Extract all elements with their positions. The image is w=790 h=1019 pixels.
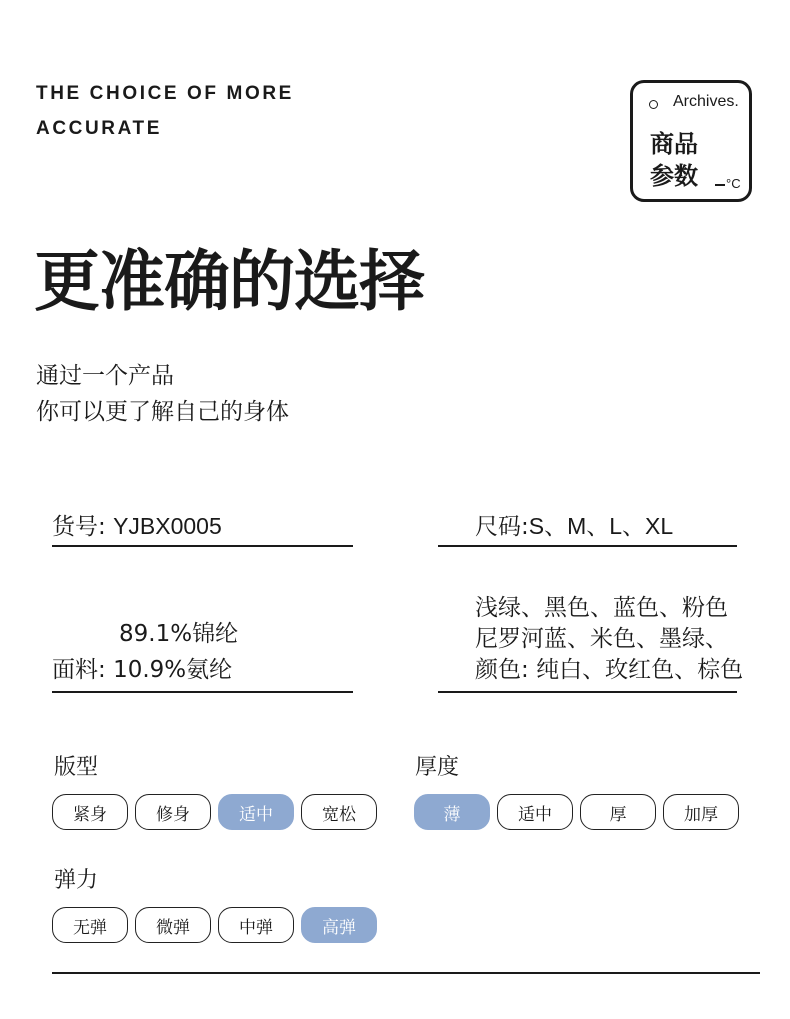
fabric-label: 面料: — [52, 657, 106, 683]
degree-celsius-mark — [715, 176, 741, 191]
thickness-label: 厚度 — [415, 755, 460, 780]
thickness-options — [414, 794, 739, 830]
thickness-option-extra-thick[interactable]: 加厚 — [663, 794, 739, 830]
elasticity-options — [52, 907, 377, 943]
badge-archives-text: Archives. — [673, 93, 739, 110]
english-heading — [36, 76, 294, 146]
fabric-line-2: 10.9%氨纶 — [113, 657, 233, 683]
dash-icon — [715, 184, 725, 186]
size-label: 尺码: — [475, 514, 529, 540]
fabric-line-1: 89.1%锦纶 — [119, 621, 239, 647]
english-heading-line-2: ACCURATE — [36, 118, 162, 139]
fit-option-tight[interactable]: 紧身 — [52, 794, 128, 830]
color-field — [475, 651, 743, 684]
badge-cn-line-1: 商品 — [650, 130, 698, 158]
color-line-1: 浅绿、黑色、蓝色、粉色 — [475, 595, 728, 621]
badge-cn-line-2: 参数 — [650, 162, 698, 190]
elasticity-label: 弹力 — [54, 868, 99, 893]
page-title: 更准确的选择 — [34, 243, 424, 320]
subtitle-line-2: 你可以更了解自己的身体 — [36, 399, 289, 425]
item-number-label: 货号: — [52, 514, 106, 540]
color-line-2: 尼罗河蓝、米色、墨绿、 — [475, 626, 728, 652]
fit-option-slim[interactable]: 修身 — [135, 794, 211, 830]
circle-icon — [649, 100, 658, 109]
divider — [52, 545, 353, 547]
bottom-divider — [52, 972, 760, 974]
elasticity-option-slight[interactable]: 微弹 — [135, 907, 211, 943]
fit-options — [52, 794, 377, 830]
english-heading-line-1: THE CHOICE OF MORE — [36, 83, 294, 104]
size-field — [475, 508, 673, 541]
thickness-option-medium[interactable]: 适中 — [497, 794, 573, 830]
badge-chinese-text — [650, 128, 698, 192]
fit-label: 版型 — [54, 755, 99, 780]
degree-text: °C — [726, 176, 741, 191]
thickness-option-thick[interactable]: 厚 — [580, 794, 656, 830]
subtitle-line-1: 通过一个产品 — [36, 363, 174, 389]
subtitle — [36, 358, 289, 430]
size-value: S、M、L、XL — [528, 513, 674, 539]
color-label: 颜色: — [475, 657, 529, 683]
elasticity-option-medium[interactable]: 中弹 — [218, 907, 294, 943]
divider — [438, 545, 737, 547]
elasticity-option-high[interactable]: 高弹 — [301, 907, 377, 943]
color-line-3: 纯白、玫红色、棕色 — [536, 657, 744, 683]
elasticity-option-none[interactable]: 无弹 — [52, 907, 128, 943]
fabric-field — [52, 651, 232, 684]
thickness-option-thin[interactable]: 薄 — [414, 794, 490, 830]
product-params-badge — [630, 80, 752, 202]
item-number-field — [52, 508, 222, 541]
item-number-value: YJBX0005 — [113, 513, 222, 539]
fit-option-loose[interactable]: 宽松 — [301, 794, 377, 830]
fit-option-regular[interactable]: 适中 — [218, 794, 294, 830]
divider — [438, 691, 737, 693]
divider — [52, 691, 353, 693]
